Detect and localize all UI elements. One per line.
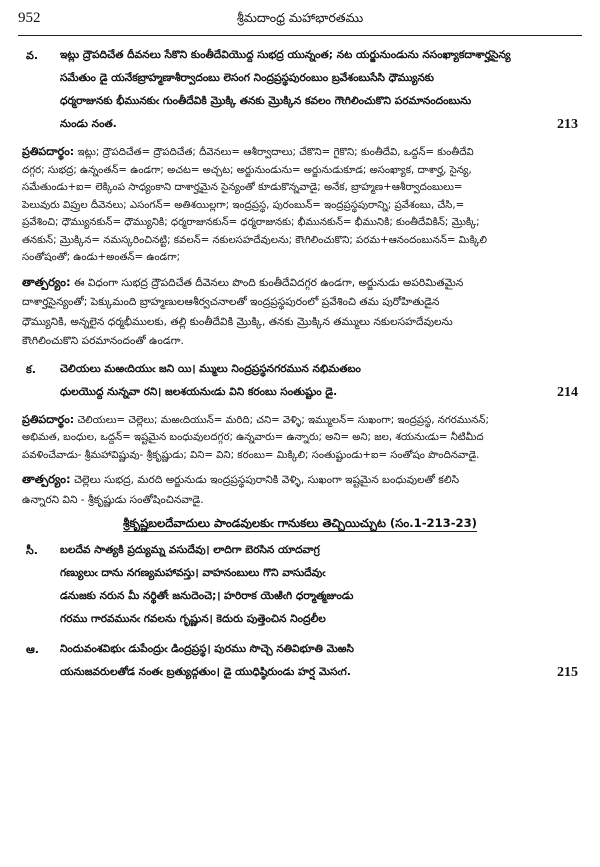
- meaning-line: ధౌమ్యునికి, అన్నలైన ధర్మభీములకు, తల్లి కుంతీదేవికి మ్రొక్కి, తనకు మ్రొక్కిన తమ్ములు నకులసహదేవులను: [22, 315, 453, 328]
- verse-number: 213: [557, 117, 578, 132]
- verse-line: ధర్మరాజునకు భీమునకుఁ గుంతీదేవికి మ్రొక్కి తనకు మ్రొక్కిన కవలం గౌఁగిలించుకొని పరమానందంబును: [60, 95, 472, 107]
- verse-214: [22, 358, 578, 404]
- gloss-line: సంతోషంతో; ఉండు+అంతన్= ఉండగా;: [22, 252, 181, 263]
- meaning-text: చెల్లెలు సుభద్ర, మరది అర్జునుడు ఇంద్రప్రస్థపురానికి వెళ్ళి, సుఖంగా ఇష్టమైన బంధువులతో కలిసి: [73, 474, 460, 486]
- meaning-214: [22, 470, 578, 510]
- verse-number: 214: [557, 384, 578, 400]
- verse-line: డనుజకు నరున మీ నర్థితోఁ జనుదెంచె;। హరిరాక యెఱిఁగి ధర్మాత్మజుండు: [60, 590, 354, 602]
- word-meaning-213: [22, 143, 578, 267]
- verse-215: [22, 638, 578, 684]
- gloss-text: చెలియలు= చెల్లెలు; మఱఁదియున్= మరిది; చని= వెళ్ళి; ఇమ్ములన్= సుఖంగా; ఇంద్రప్రస్థ, నగరమునన్;: [77, 414, 489, 426]
- meaning-line: [22, 273, 578, 294]
- verse-number: 215: [557, 665, 578, 680]
- meaning-heading: తాత్పర్యం:: [22, 472, 71, 486]
- running-title: శ్రీమదాంధ్ర మహాభారతము: [236, 10, 364, 25]
- meaning-line: ఉన్నారని విని - శ్రీకృష్ణుడు సంతోషించినవాడై.: [22, 493, 204, 506]
- verse-line: గరము గారవమునఁ గవలను గృష్ణున। కెదురు పుత్తెంచిన నింద్రలీల: [60, 613, 326, 625]
- meaning-line: కౌఁగిలించుకొని పరమానందంతో ఉండగా.: [22, 335, 184, 347]
- gloss-line: సమేతుండు+ఐ= లెక్కింప సాధ్యంకాని దాశార్హమైన సైన్యంతో కూడుకొన్నవాడై; అనేక, బ్రాహ్మణ+ఆశీర్వాదంబులు=: [22, 182, 463, 193]
- verse-label: వ.: [26, 49, 38, 62]
- gloss-heading: ప్రతిపదార్థం:: [22, 412, 75, 426]
- gloss-line: పెలువురు విప్రుల దీవెనలు; ఎసంగన్= అతిశయిల్లగా; ఇంద్రప్రస్థ, పురంబున్= ఇంద్రప్రస్థపురాన్ని; ప్రవేశంబు, చేసి,=: [22, 199, 465, 211]
- meaning-line: దాశార్హసైన్యంతో; పెక్కుమంది బ్రాహ్మణులఆశీర్వచనాలతో ఇంద్రప్రస్థపురంలో ప్రవేశించి తమ పురోహితుడైన: [22, 296, 440, 308]
- meaning-heading: తాత్పర్యం:: [22, 274, 71, 289]
- page-number: 952: [18, 10, 41, 26]
- gloss-line: ప్రవేశించి; ధౌమ్యునకున్= ధౌమ్యునికి; ధర్మరాజునకున్= ధర్మరాజునకు; భీమునకున్= భీమునికి; కుంతీదేవికిన్; మ్రొక్కి;: [22, 217, 480, 228]
- verse-line: ధులయొద్ద నున్నవా రని। జలశయనుఁడు విని కరంబు సంతుష్టుం డై.: [60, 385, 338, 398]
- gloss-line: అభిమత, బంధుల, ఒద్దన్= ఇష్టమైన బంధువులదగ్గర; ఉన్నవారు= ఉన్నారు; అని= అని; జల, శయనుఁడు= నీటిమీద: [22, 432, 484, 443]
- verse-line: యనుజవరులతోడ నంతఁ బ్రత్యుద్గతుం। డై యుధిష్ఠిరుండు హర్ష మెసఁగ.: [60, 666, 351, 678]
- gloss-line: [22, 143, 578, 162]
- verse-line: సమేతుం డై యనేకబ్రాహ్మణాశీర్వాదంబు లెసంగ నింద్రప్రస్థపురంబుం బ్రవేశంబుసేసి ధౌమ్యునకు: [60, 72, 434, 84]
- gloss-line: పవళించేవాడు- శ్రీమహావిష్ణువు- శ్రీకృష్ణుడు; విని= విని; కరంబు= మిక్కిలి; సంతుష్టుండు+ఐ= సంతోషం పొందినవాడై.: [22, 449, 480, 461]
- meaning-text: ఈ విధంగా సుభద్ర ద్రౌపదిచేత దీవెనలు పొంది కుంతీదేవిదగ్గర ఉండగా, అర్జునుడు అపరిమితమైన: [73, 276, 464, 289]
- gloss-line: [22, 411, 578, 430]
- verse-line: గణ్యులుఁ దాను నగణ్యమహావస్తు। వాహనంబులు గొని వాసుదేవుఁ: [60, 567, 326, 579]
- meaning-line: [22, 470, 578, 491]
- gloss-text: ఇట్లు; ద్రౌపదిచేత= ద్రౌపదిచేత; దీవెనలు= ఆశీర్వాదాలు; చేకొని= గైకొని; కుంతీదేవి, ఒద్దన్= కుంతీదేవి: [77, 147, 474, 158]
- verse-label: సీ.: [26, 544, 38, 557]
- page-body: [22, 44, 578, 691]
- verse-seesa: [22, 539, 578, 631]
- verse-line: నిందువంశవిభుఁ డుపేంద్రుఁ డింద్రప్రస్థ। పురము సొచ్చె నతివిభూతి మెఱసి: [60, 643, 354, 655]
- gloss-heading: ప్రతిపదార్థం:: [22, 145, 75, 158]
- gloss-line: తనకున్; మ్రొక్కిన= నమస్కరించినట్టి; కవలన్= నకులసహదేవులను; కౌఁగిలించుకొని; పరమ+ఆనందంబునన్= మిక్కిలి: [22, 234, 488, 246]
- section-title-text: శ్రీకృష్ణబలదేవాదులు పాండవులకుఁ గానుకలు తెచ్చియిచ్చుట (సం.1-213-23): [123, 516, 477, 530]
- gloss-line: దగ్గర; సుభద్ర; ఉన్నంతన్= ఉండగా; అచట= అచ్చట; అర్జునుండును= అర్జునుడుకూడ; అసంఖ్యాక, దాశార్హ, సైన్య,: [22, 164, 472, 176]
- verse-line: బలదేవ సాత్యకి ప్రద్యుమ్న వసుదేవు। లాదిగా బెరసిన యాదవాగ్ర: [60, 544, 320, 556]
- verse-line: నుండు నంత.: [60, 118, 117, 130]
- verse-label: ఆ.: [26, 643, 39, 656]
- verse-line: ఇట్లు ద్రౌపదిచేత దీవనలు సేకొని కుంతీదేవియొద్ద సుభద్ర యున్నంత; నట యర్జునుండును నసంఖ్యాకదాశార్హసైన్య: [60, 49, 511, 61]
- verse-label: క.: [26, 362, 36, 376]
- page-header: [18, 10, 582, 32]
- verse-line: చెలియలు మఱఁదియుఁ జని యి। మ్ములు నింద్రప్రస్థనగరమున నభిమతబం: [60, 362, 361, 375]
- header-rule: [18, 35, 582, 36]
- verse-213: [22, 44, 578, 136]
- meaning-213: [22, 273, 578, 352]
- word-meaning-214: [22, 411, 578, 465]
- section-title: [22, 516, 578, 533]
